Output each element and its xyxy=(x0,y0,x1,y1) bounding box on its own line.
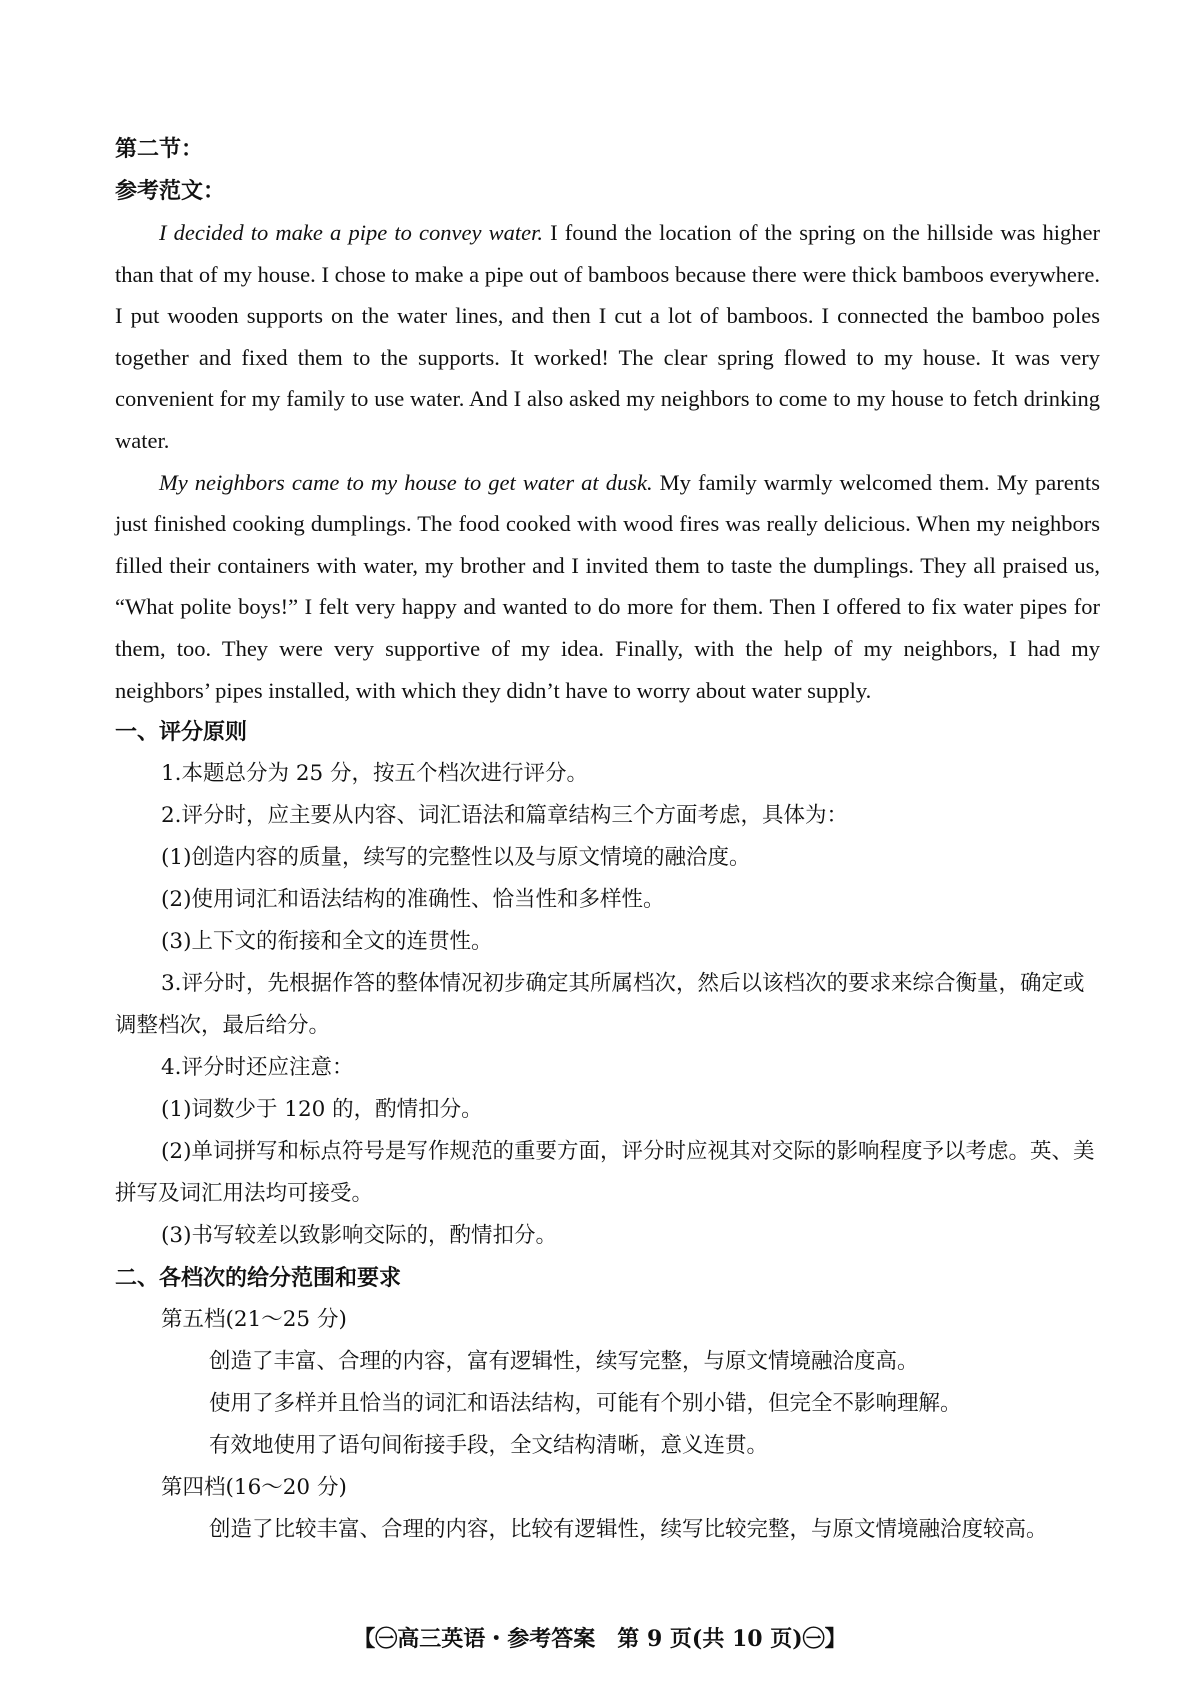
essay-p1-body: I found the location of the spring on the hillside was higher than that of my house. I chose to make a pipe out of bamboos because there were thick bamboos everywhere. I put wooden supports on the water lines, and then I cut a lot of bamboos. I connected the bamboo poles together and fixed them to the supports. It worked! The clear spring flowed to my house. It was very convenient for my family to use water. And I also asked my neighbors to come to my house to fetch drinking water. xyxy=(115,220,1101,453)
level-5-requirement: 使用了多样并且恰当的词汇和语法结构，可能有个别小错，但完全不影响理解。 xyxy=(209,1391,962,1417)
principle-item: 4.评分时还应注意： xyxy=(161,1055,354,1081)
principle-item: (1)创造内容的质量，续写的完整性以及与原文情境的融洽度。 xyxy=(161,845,751,871)
principle-item: 3.评分时，先根据作答的整体情况初步确定其所属档次，然后以该档次的要求来综合衡量，确定或调整档次，最后给分。 xyxy=(115,971,1085,1039)
principle-item: (3)上下文的衔接和全文的连贯性。 xyxy=(161,929,493,955)
essay-p1-opening: I decided to make a pipe to convey water. xyxy=(159,220,543,245)
page-content xyxy=(115,128,1100,1551)
level-4-requirement: 创造了比较丰富、合理的内容，比较有逻辑性，续写比较完整，与原文情境融洽度较高。 xyxy=(209,1517,1048,1543)
level-5-requirement: 创造了丰富、合理的内容，富有逻辑性，续写完整，与原文情境融洽度高。 xyxy=(209,1349,919,1375)
essay-p2-body: My family warmly welcomed them. My parents just finished cooking dumplings. The food cooked with wood fires was really delicious. When my neighbors filled their containers with water, my brother and I invited them to taste the dumplings. They all praised us, “What polite boys!” I felt very happy and wanted to do more for them. Then I offered to fix water pipes for them, too. They were very supportive of my idea. Finally, with the help of my neighbors, I had my neighbors’ pipes installed, with which they didn’t have to worry about water supply. xyxy=(115,469,1100,703)
principle-item: (2)单词拼写和标点符号是写作规范的重要方面，评分时应视其对交际的影响程度予以考虑。英、美拼写及词汇用法均可接受。 xyxy=(115,1139,1095,1207)
sample-essay-heading: 参考范文： xyxy=(115,178,226,204)
level-4-title: 第四档(16～20 分) xyxy=(161,1475,347,1501)
essay-paragraph-2 xyxy=(115,462,1100,712)
section-heading: 第二节： xyxy=(115,136,204,162)
page-footer: 【㊀高三英语・参考答案 第 9 页(共 10 页)㊀】 xyxy=(353,1626,847,1652)
principle-item: (1)词数少于 120 的，酌情扣分。 xyxy=(161,1097,483,1123)
level-5-requirement: 有效地使用了语句间衔接手段，全文结构清晰，意义连贯。 xyxy=(209,1433,769,1459)
principle-item: 2.评分时，应主要从内容、词汇语法和篇章结构三个方面考虑，具体为： xyxy=(161,803,849,829)
essay-p2-opening: My neighbors came to my house to get water at dusk. xyxy=(159,469,653,495)
scoring-principles-heading: 一、评分原则 xyxy=(115,719,248,746)
principle-item: (2)使用词汇和语法结构的准确性、恰当性和多样性。 xyxy=(161,887,665,913)
principle-item: (3)书写较差以致影响交际的，酌情扣分。 xyxy=(161,1223,557,1249)
score-levels-heading: 二、各档次的给分范围和要求 xyxy=(115,1265,402,1292)
level-5-title: 第五档(21～25 分) xyxy=(161,1307,347,1333)
essay-paragraph-1 xyxy=(115,212,1100,462)
principle-item: 1.本题总分为 25 分，按五个档次进行评分。 xyxy=(161,761,589,787)
